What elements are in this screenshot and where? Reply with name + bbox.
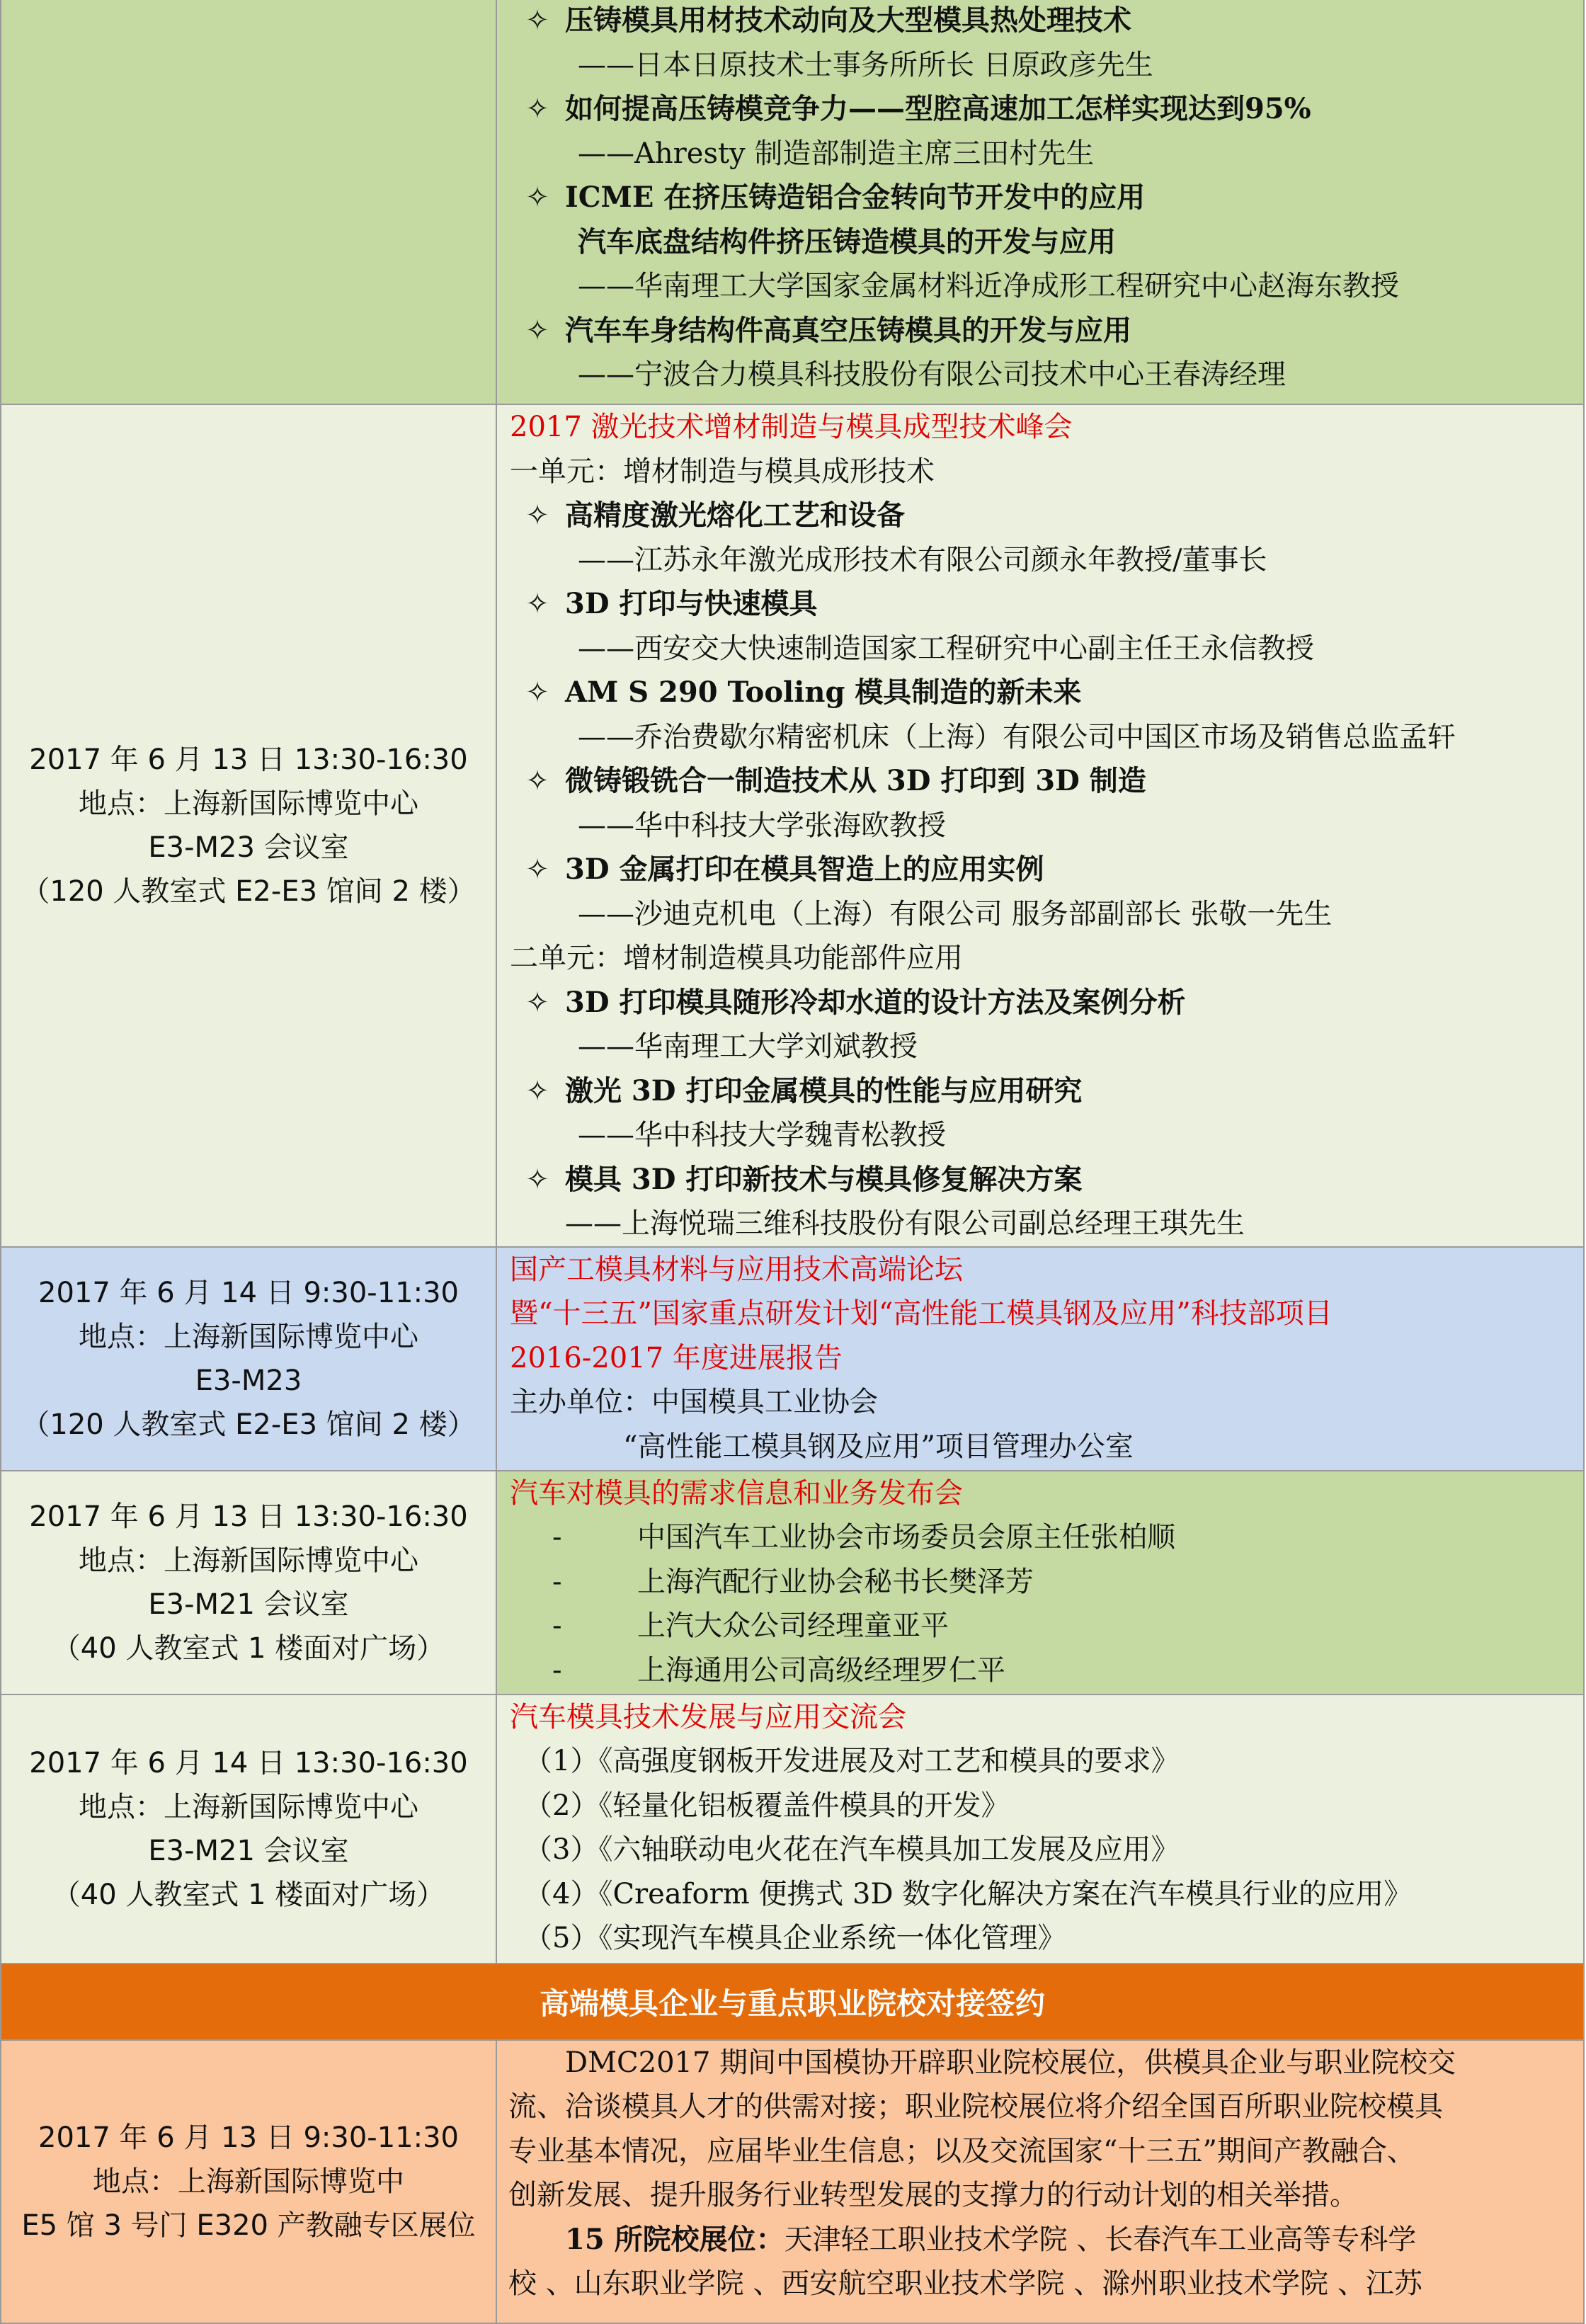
organizer-line: “高性能工模具钢及应用”项目管理办公室: [623, 1430, 1134, 1463]
para-line: 专业基本情况，应届毕业生信息；以及交流国家“十三五”期间产教融合、: [508, 2134, 1415, 2168]
row-2-time-cell: [1, 1247, 496, 1471]
session-title: 2017 激光技术增材制造与模具成型技术峰会: [510, 411, 1073, 443]
agenda-item-title: 汽车底盘结构件挤压铸造模具的开发与应用: [578, 224, 1116, 258]
speaker-name: 上汽大众公司经理童亚平: [637, 1610, 949, 1642]
agenda-item: [510, 759, 1583, 804]
agenda-item: [510, 1069, 1583, 1114]
bullet-icon: ✧: [525, 765, 549, 797]
time-line: 2017 年 6 月 13 日 9:30-11:30: [38, 2121, 459, 2154]
venue-line: 地点：上海新国际博览中心: [79, 787, 418, 820]
unit-label: 一单元：增材制造与模具成形技术: [510, 455, 935, 488]
schools-label: 15 所院校展位：: [565, 2222, 785, 2256]
speaker-line: ——宁波合力模具科技股份有限公司技术中心王春涛经理: [578, 358, 1286, 391]
session-title: 国产工模具材料与应用技术高端论坛: [510, 1253, 963, 1286]
row-1-time-cell: [1, 404, 496, 1247]
speaker-item: [510, 1604, 1583, 1648]
row-auto-demand-release: [1, 1471, 1584, 1694]
bullet-icon: ✧: [525, 1163, 549, 1196]
agenda-item-title: 微铸锻铣合一制造技术从 3D 打印到 3D 制造: [565, 764, 1146, 797]
dash-icon: -: [552, 1521, 562, 1554]
speaker-line: ——华中科技大学张海欧教授: [578, 809, 946, 842]
agenda-item: [510, 848, 1583, 892]
venue-line: 地点：上海新国际博览中心: [79, 1320, 418, 1353]
speaker-line: ——日本日原技术士事务所所长 日原政彦先生: [578, 48, 1153, 81]
agenda-item: [510, 494, 1583, 538]
speaker-line: ——华南理工大学刘斌教授: [578, 1030, 918, 1063]
row-laser-am-summit: [1, 404, 1584, 1247]
speaker-line: ——上海悦瑞三维科技股份有限公司副总经理王琪先生: [565, 1207, 1245, 1240]
row-4-content-cell: [496, 1694, 1584, 1964]
speaker-item: [510, 1560, 1583, 1605]
speaker-name: 上海汽配行业协会秘书长樊泽芳: [637, 1565, 1034, 1598]
agenda-item-title: ICME 在挤压铸造铝合金转向节开发中的应用: [565, 181, 1146, 214]
speaker-line: ——江苏永年激光成形技术有限公司颜永年教授/董事长: [578, 543, 1267, 576]
room-line: E3-M23 会议室: [148, 831, 349, 864]
room-line: E3-M21 会议室: [148, 1834, 349, 1867]
bullet-icon: ✧: [525, 4, 549, 37]
capacity-line: （120 人教室式 E2-E3 馆间 2 楼）: [21, 1408, 476, 1441]
schools-text: 天津轻工职业技术学院 、长春汽车工业高等专科学: [784, 2223, 1417, 2256]
row-3-content-cell: [496, 1471, 1584, 1694]
capacity-line: （40 人教室式 1 楼面对广场）: [52, 1631, 445, 1665]
time-line: 2017 年 6 月 14 日 9:30-11:30: [38, 1276, 459, 1309]
agenda-item: [510, 981, 1583, 1025]
speaker-line: ——沙迪克机电（上海）有限公司 服务部副部长 张敬一先生: [578, 897, 1333, 930]
agenda-item: [510, 671, 1583, 715]
dash-icon: -: [552, 1565, 562, 1598]
unit-label: 主办单位：中国模具工业协会: [510, 1386, 878, 1418]
agenda-item-title: 汽车车身结构件高真空压铸模具的开发与应用: [565, 313, 1131, 347]
speaker-name: 上海通用公司高级经理罗仁平: [637, 1653, 1005, 1687]
speaker-item: [510, 1648, 1583, 1693]
row-school-signing: [1, 2040, 1584, 2323]
bullet-icon: ✧: [525, 314, 549, 347]
numbered-topic: （2）《轻量化铝板覆盖件模具的开发》: [524, 1789, 1010, 1822]
section-header-row: [1, 1964, 1584, 2040]
schools-line-2: 校 、山东职业学院 、西安航空职业技术学院 、滁州职业技术学院 、江苏: [508, 2267, 1422, 2300]
speaker-line: ——Ahresty 制造部制造主席三田村先生: [578, 137, 1095, 170]
row-tool-steel-forum: [1, 1247, 1584, 1471]
section-header: 高端模具企业与重点职业院校对接签约: [1, 1964, 1584, 2040]
numbered-topic: （5）《实现汽车模具企业系统一体化管理》: [524, 1922, 1066, 1954]
agenda-item-title: 高精度激光熔化工艺和设备: [565, 499, 905, 532]
bullet-icon: ✧: [525, 93, 549, 125]
session-title: 汽车对模具的需求信息和业务发布会: [510, 1476, 963, 1510]
session-title: 暨“十三五”国家重点研发计划“高性能工模具钢及应用”科技部项目: [510, 1297, 1333, 1330]
agenda-item: [510, 176, 1583, 220]
bullet-icon: ✧: [525, 853, 549, 886]
venue-line: 地点：上海新国际博览中心: [79, 1790, 418, 1823]
row-die-casting: [1, 0, 1584, 404]
speaker-line: ——乔治费歇尔精密机床（上海）有限公司中国区市场及销售总监孟轩: [578, 720, 1456, 753]
row-3-time-cell: [1, 1471, 496, 1694]
dash-icon: -: [552, 1653, 562, 1687]
time-line: 2017 年 6 月 13 日 13:30-16:30: [29, 743, 468, 776]
para-line: 创新发展、提升服务行业转型发展的支撑力的行动计划的相关举措。: [508, 2179, 1358, 2211]
session-title: 2016-2017 年度进展报告: [510, 1341, 843, 1374]
room-line: E3-M23: [195, 1364, 302, 1397]
bullet-icon: ✧: [525, 676, 549, 709]
numbered-topic: （3）《六轴联动电火花在汽车模具加工发展及应用》: [524, 1833, 1180, 1866]
bullet-icon: ✧: [525, 499, 549, 532]
agenda-item-title: 3D 金属打印在模具智造上的应用实例: [565, 853, 1044, 886]
session-title: 汽车模具技术发展与应用交流会: [510, 1700, 906, 1733]
speaker-line: ——华南理工大学国家金属材料近净成形工程研究中心赵海东教授: [578, 270, 1399, 302]
para-line: DMC2017 期间中国模协开辟职业院校展位，供模具企业与职业院校交: [565, 2046, 1456, 2079]
capacity-line: （40 人教室式 1 楼面对广场）: [52, 1878, 445, 1911]
capacity-line: （120 人教室式 E2-E3 馆间 2 楼）: [21, 875, 476, 908]
agenda-item-title: 压铸模具用材技术动向及大型模具热处理技术: [565, 4, 1131, 37]
time-line: 2017 年 6 月 13 日 13:30-16:30: [29, 1500, 468, 1533]
venue-line: 地点：上海新国际博览中: [93, 2165, 404, 2198]
agenda-item-title: 3D 打印与快速模具: [565, 587, 818, 620]
venue-line: 地点：上海新国际博览中心: [79, 1544, 418, 1577]
speaker-line: ——华中科技大学魏青松教授: [578, 1119, 946, 1151]
numbered-topic: （4）《Creaform 便携式 3D 数字化解决方案在汽车模具行业的应用》: [524, 1877, 1413, 1910]
agenda-item: [510, 1158, 1583, 1202]
row-5-time-cell: [1, 2040, 496, 2323]
bullet-icon: ✧: [525, 1074, 549, 1107]
agenda-item-title: 如何提高压铸模竞争力——型腔高速加工怎样实现达到95%: [565, 92, 1311, 125]
room-line: E3-M21 会议室: [148, 1588, 349, 1621]
agenda-item-title: 激光 3D 打印金属模具的性能与应用研究: [565, 1073, 1083, 1107]
row-auto-die-exchange: [1, 1694, 1584, 1964]
time-line: 2017 年 6 月 14 日 13:30-16:30: [29, 1746, 468, 1779]
schools-line: [508, 2218, 1569, 2262]
row-2-content-cell: [496, 1247, 1584, 1471]
bullet-icon: ✧: [525, 986, 549, 1019]
dash-icon: -: [552, 1610, 562, 1642]
agenda-item-title: AM S 290 Tooling 模具制造的新未来: [565, 676, 1082, 709]
agenda-item-title: 3D 打印模具随形冷却水道的设计方法及案例分析: [565, 985, 1186, 1019]
para-line: 流、洽谈模具人才的供需对接；职业院校展位将介绍全国百所职业院校模具: [508, 2090, 1443, 2123]
speaker-line: ——西安交大快速制造国家工程研究中心副主任王永信教授: [578, 632, 1314, 665]
numbered-topic: （1）《高强度钢板开发进展及对工艺和模具的要求》: [524, 1745, 1180, 1777]
agenda-item-title: 模具 3D 打印新技术与模具修复解决方案: [565, 1162, 1083, 1196]
speaker-item: [510, 1515, 1583, 1560]
room-line: E5 馆 3 号门 E320 产教融专区展位: [21, 2209, 476, 2242]
bullet-icon: ✧: [525, 181, 549, 214]
agenda-item: [510, 582, 1583, 627]
row-0-content-cell: [496, 0, 1584, 404]
row-4-time-cell: [1, 1694, 496, 1964]
speaker-name: 中国汽车工业协会市场委员会原主任张柏顺: [637, 1521, 1175, 1554]
unit-label: 二单元：增材制造模具功能部件应用: [510, 942, 963, 974]
agenda-item: [510, 87, 1583, 132]
agenda-item: [510, 0, 1583, 43]
row-0-time-cell: [1, 0, 496, 404]
bullet-icon: ✧: [525, 588, 549, 620]
row-5-content-cell: [496, 2040, 1584, 2323]
row-1-content-cell: [496, 404, 1584, 1247]
agenda-item: [510, 309, 1583, 353]
